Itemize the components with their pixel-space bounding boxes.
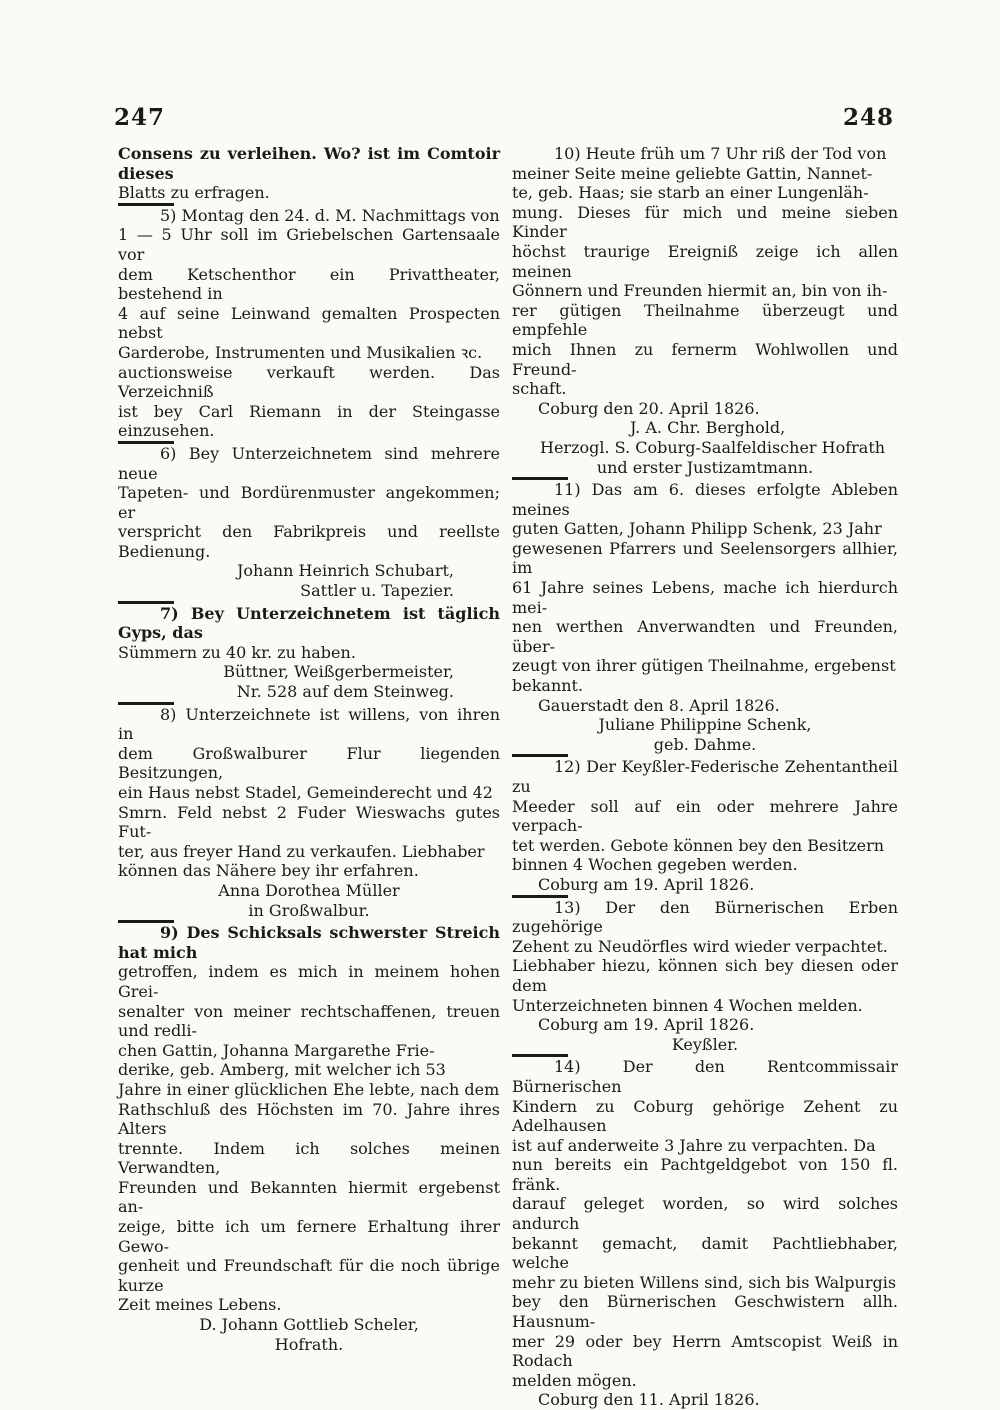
text-line: höchst traurige Ereigniß zeige ich allen meinen	[512, 241, 898, 281]
text-line: Consens zu verleihen. Wo? ist im Comtoir dieses	[118, 144, 500, 183]
notice-7	[118, 604, 500, 663]
text-line: Smrn. Feld nebst 2 Fuder Wieswachs gutes Fut-	[118, 802, 500, 842]
text-line: te, geb. Haas; sie starb an einer Lungenläh-	[512, 183, 869, 203]
text-line: bekannt gemacht, damit Pachtliebhaber, welche	[512, 1233, 898, 1273]
text-line: chen Gattin, Johanna Margarethe Frie-	[118, 1040, 435, 1060]
text-line: Herzogl. S. Coburg-Saalfeldischer Hofrath	[540, 437, 886, 457]
text-line: nun bereits ein Pachtgeldgebot von 150 fl. fränk.	[512, 1155, 898, 1194]
text-line: Liebhaber hiezu, können sich bey diesen oder dem	[512, 956, 898, 995]
text-line: Sattler u. Tapezier.	[300, 581, 454, 601]
text-line: 61 Jahre seines Lebens, mache ich hierdurch mei-	[512, 578, 898, 617]
text-line: 13) Der den Bürnerischen Erben zugehörige	[512, 897, 898, 937]
text-line: guten Gatten, Johann Philipp Schenk, 23 Jahr	[512, 519, 882, 539]
notice-5	[118, 206, 500, 441]
page-number-left: 247	[114, 104, 166, 131]
date-line-11: Gauerstadt den 8. April 1826.	[538, 695, 780, 715]
date-line-12: Coburg am 19. April 1826.	[538, 874, 755, 894]
notice-14	[512, 1057, 898, 1390]
text-line: 1 — 5 Uhr soll im Griebelschen Gartensaale vor	[118, 225, 500, 264]
text-line: Tapeten- und Bordürenmuster angekommen; er	[118, 483, 500, 522]
text-line: Garderobe, Instrumenten und Musikalien ꝛc.	[118, 342, 483, 362]
text-line: darauf geleget worden, so wird solches andurch	[512, 1194, 898, 1234]
text-line: zeugt von ihrer gütigen Theilnahme, ergebenst	[512, 656, 896, 676]
date-line-13: Coburg am 19. April 1826.	[538, 1015, 755, 1035]
text-line: in Großwalbur.	[248, 900, 370, 920]
text-line: ter, aus freyer Hand zu verkaufen. Liebhaber	[118, 841, 485, 861]
text-line: Nr. 528 auf dem Steinweg.	[236, 682, 454, 702]
text-line: 5) Montag den 24. d. M. Nachmittags von	[160, 205, 500, 225]
text-line: Blatts zu erfragen.	[118, 183, 270, 203]
text-line: Jahre in einer glücklichen Ehe lebte, nach dem	[118, 1079, 500, 1099]
text-line: meiner Seite meine geliebte Gattin, Nannet-	[512, 163, 873, 183]
text-line: und erster Justizamtmann.	[596, 457, 814, 477]
text-line: Zehent zu Neudörfles wird wieder verpachtet.	[512, 936, 888, 956]
text-line: mehr zu bieten Willens sind, sich bis Walpurgis	[512, 1272, 897, 1292]
notice-11	[512, 480, 898, 696]
text-line: 12) Der Keyßler-Federische Zehentantheil zu	[512, 757, 898, 796]
signature-8	[118, 881, 500, 920]
text-line: 7) Bey Unterzeichnetem ist täglich Gyps, das	[118, 603, 500, 643]
text-line: Hofrath.	[274, 1334, 344, 1354]
text-line: mer 29 oder bey Herrn Amtscopist Weiß in Rodach	[512, 1331, 898, 1371]
signature-11	[512, 715, 898, 754]
text-line: 6) Bey Unterzeichnetem sind mehrere neue	[118, 443, 500, 483]
text-line: trennte. Indem ich solches meinen Verwandten,	[118, 1138, 500, 1178]
text-line: senalter von meiner rechtschaffenen, treuen und redli-	[118, 1001, 500, 1041]
text-line: rer gütigen Theilnahme überzeugt und empfehle	[512, 300, 898, 340]
text-line: Büttner, Weißgerbermeister,	[223, 662, 454, 682]
text-line: 4 auf seine Leinwand gemalten Prospecten nebst	[118, 303, 500, 343]
text-line: 9) Des Schicksals schwerster Streich hat mich	[118, 923, 500, 962]
text-line: bey den Bürnerischen Geschwistern allh. Hausnum-	[512, 1292, 898, 1332]
text-line: tet werden. Gebote können bey den Besitzern	[512, 835, 885, 855]
signature-10	[512, 418, 898, 477]
text-line: zeige, bitte ich um fernere Erhaltung ihrer Gewo-	[118, 1217, 500, 1256]
text-line: binnen 4 Wochen gegeben werden.	[512, 855, 798, 875]
text-line: ist bey Carl Riemann in der Steingasse einzusehen.	[118, 401, 500, 441]
text-line: verspricht den Fabrikpreis und reellste Bedienung.	[118, 522, 500, 561]
text-line: Sümmern zu 40 kr. zu haben.	[118, 642, 356, 662]
right-column	[512, 144, 898, 1410]
date-line-10: Coburg den 20. April 1826.	[538, 398, 760, 418]
text-line: nen werthen Anverwandten und Freunden, über-	[512, 617, 898, 656]
text-line: ist auf anderweite 3 Jahre zu verpachten. Da	[512, 1135, 876, 1155]
text-line: 14) Der den Rentcommissair Bürnerischen	[512, 1057, 898, 1096]
left-column	[118, 144, 500, 1354]
text-line: schaft.	[512, 379, 567, 399]
text-line: ein Haus nebst Stadel, Gemeinderecht und 42	[118, 783, 493, 802]
text-line: Johann Heinrich Schubart,	[236, 561, 454, 581]
text-line: melden mögen.	[512, 1370, 637, 1390]
notice-12	[512, 757, 898, 875]
signature-6	[118, 561, 500, 600]
notice-6	[118, 444, 500, 562]
notice-10	[512, 144, 898, 399]
notice-continuation	[118, 144, 500, 203]
notice-13	[512, 898, 898, 1016]
signature-7	[118, 662, 500, 701]
text-line: mung. Dieses für mich und meine sieben Kinder	[512, 202, 898, 242]
text-line: dem Großwalburer Flur liegenden Besitzungen,	[118, 743, 500, 783]
text-line: gewesenen Pfarrers und Seelensorgers allhier, im	[512, 538, 898, 578]
text-line: 10) Heute früh um 7 Uhr riß der Tod von	[554, 144, 887, 163]
text-line: mich Ihnen zu fernerm Wohlwollen und Freund-	[512, 339, 898, 379]
text-line: Freunden und Bekannten hiermit ergebenst an-	[118, 1177, 500, 1217]
text-line: können das Nähere bey ihr erfahren.	[118, 861, 419, 881]
text-line: geb. Dahme.	[653, 734, 757, 754]
signature-9	[118, 1315, 500, 1354]
text-line: 8) Unterzeichnete ist willens, von ihren in	[118, 704, 500, 744]
text-line: bekannt.	[512, 676, 584, 696]
text-line: Rathschluß des Höchsten im 70. Jahre ihres Alters	[118, 1099, 500, 1139]
text-line: Juliane Philippine Schenk,	[598, 715, 812, 735]
text-line: J. A. Chr. Berghold,	[630, 418, 786, 438]
text-line: 11) Das am 6. dieses erfolgte Ableben meines	[512, 480, 898, 519]
signature-13: Keyßler.	[671, 1034, 739, 1054]
page-number-right: 248	[842, 104, 894, 131]
text-line: Meeder soll auf ein oder mehrere Jahre verpach-	[512, 796, 898, 836]
text-line: dem Ketschenthor ein Privattheater, bestehend in	[118, 264, 500, 304]
notice-8	[118, 705, 500, 881]
text-line: Gönnern und Freunden hiermit an, bin von ih-	[512, 281, 888, 301]
text-line: D. Johann Gottlieb Scheler,	[199, 1315, 419, 1335]
text-line: Kindern zu Coburg gehörige Zehent zu Adelhausen	[512, 1096, 898, 1136]
text-line: genheit und Freundschaft für die noch übrige kurze	[118, 1256, 500, 1295]
text-line: Anna Dorothea Müller	[218, 880, 400, 900]
text-line: derike, geb. Amberg, mit welcher ich 53	[118, 1060, 446, 1080]
notice-9	[118, 923, 500, 1315]
date-line-14: Coburg den 11. April 1826.	[538, 1390, 760, 1410]
text-line: auctionsweise verkauft werden. Das Verzeichniß	[118, 362, 500, 402]
text-line: Unterzeichneten binnen 4 Wochen melden.	[512, 995, 863, 1015]
text-line: getroffen, indem es mich in meinem hohen Grei-	[118, 962, 500, 1001]
text-line: Zeit meines Lebens.	[118, 1295, 282, 1315]
